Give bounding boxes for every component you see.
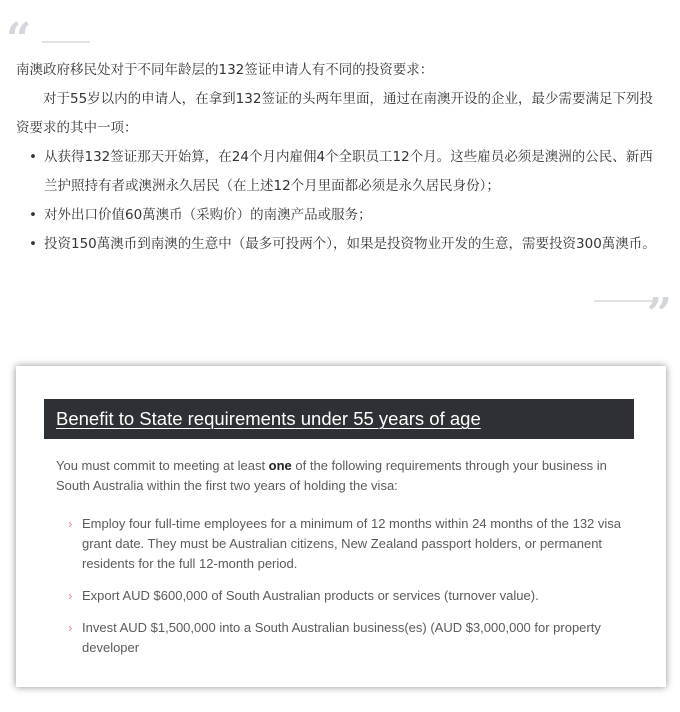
chinese-text-block <box>16 56 666 259</box>
chinese-bullet-list <box>16 143 666 259</box>
card-header-bar <box>44 399 634 439</box>
chinese-intro: 南澳政府移民处对于不同年龄层的132签证申请人有不同的投资要求： <box>16 62 434 78</box>
requirement-item: › Employ four full-time employees for a minimum of 12 months within 24 months of the 132 visa grant date. They must be Australian citizens, New Zealand passport holders, or permanent residents for the full 12-month period. <box>82 514 642 574</box>
intro-after: of the following requirements through your business in South Australia within the first two years of holding the visa: <box>56 458 607 493</box>
requirements-list <box>82 514 642 670</box>
requirements-screenshot-card <box>16 366 666 687</box>
card-title: Benefit to State requirements under 55 years of age <box>56 408 481 429</box>
intro-bold: one <box>268 458 292 473</box>
chinese-paragraph: 对于55岁以内的申请人，在拿到132签证的头两年里面，通过在南澳开设的企业，最少需要满足下列投资要求的其中一项： <box>16 91 653 136</box>
intro-before: You must commit to meeting at least <box>56 458 269 473</box>
open-quote-rule <box>42 41 90 43</box>
chinese-bullet-item: • 对外出口价值60萬澳币（采购价）的南澳产品或服务； <box>44 201 666 230</box>
chinese-bullet-item: • 投资150萬澳币到南澳的生意中（最多可投两个），如果是投资物业开发的生意，需要投资300萬澳币。 <box>44 230 666 259</box>
open-quote-mark: “ <box>6 14 32 65</box>
requirement-item: › Invest AUD $1,500,000 into a South Australian business(es) (AUD $3,000,000 for property developer <box>82 618 642 658</box>
requirement-item: › Export AUD $600,000 of South Australian products or services (turnover value). <box>82 586 642 606</box>
card-intro-text <box>56 456 636 496</box>
chinese-bullet-item: • 从获得132签证那天开始算，在24个月内雇佣4个全职员工12个月。这些雇员必须是澳洲的公民、新西兰护照持有者或澳洲永久居民（在上述12个月里面都必须是永久居民身份）； <box>44 143 666 201</box>
close-quote-mark: ” <box>646 289 672 340</box>
